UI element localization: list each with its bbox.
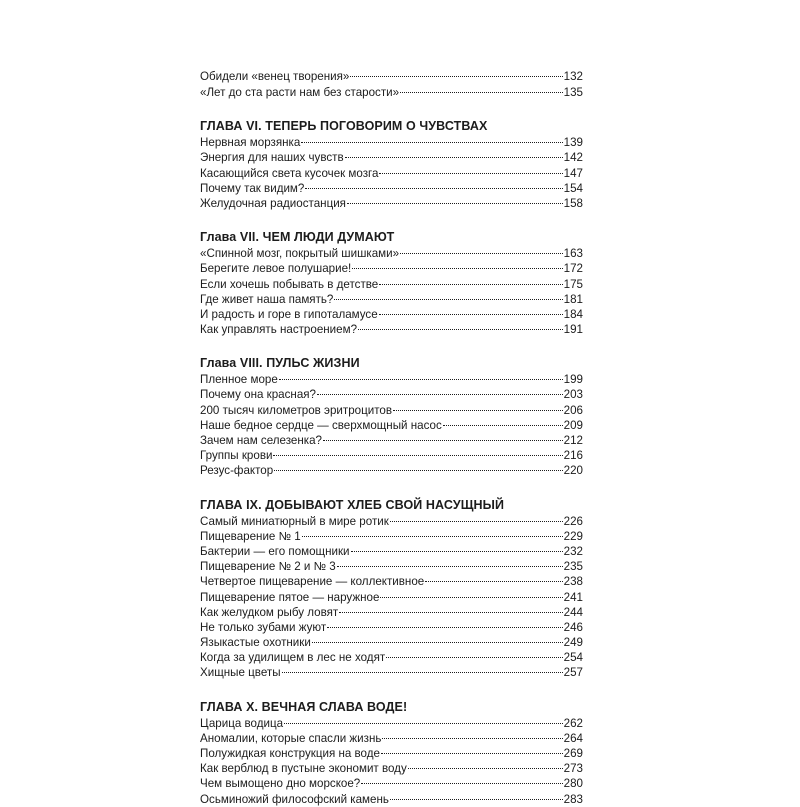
toc-section-chapter-9 bbox=[200, 497, 583, 681]
toc-entry-title: Пленное море bbox=[200, 373, 278, 387]
toc-entry bbox=[200, 196, 583, 211]
toc-entry-title: Аномалии, которые спасли жизнь bbox=[200, 731, 382, 745]
dot-leader bbox=[345, 157, 563, 158]
chapter-heading: Глава VIII. ПУЛЬС ЖИЗНИ bbox=[200, 356, 360, 371]
dot-leader bbox=[279, 379, 563, 380]
dot-leader bbox=[274, 470, 562, 471]
toc-entry bbox=[200, 277, 583, 292]
toc-entry bbox=[200, 292, 583, 307]
toc-entry-title: Хищные цветы bbox=[200, 666, 281, 680]
toc-entry-title: Берегите левое полушарие! bbox=[200, 262, 352, 276]
toc-section-chapter-10 bbox=[200, 699, 583, 807]
toc-entry-title: Когда за удилищем в лес не ходят bbox=[200, 651, 386, 665]
toc-entry-title: Полужидкая конструкция на воде bbox=[200, 747, 380, 760]
toc-entry-title: Нервная морзянка bbox=[200, 136, 301, 150]
toc-entry-page: 238 bbox=[563, 575, 583, 589]
toc-entry-title: Пищеварение пятое — наружное bbox=[200, 590, 380, 604]
toc-entry bbox=[200, 716, 583, 731]
toc-entry-title: «Лет до ста расти нам без старости» bbox=[200, 86, 400, 99]
dot-leader bbox=[339, 612, 562, 613]
toc-entry-title: Языкастые охотники bbox=[200, 636, 311, 650]
toc-entry bbox=[200, 514, 583, 529]
toc-entry bbox=[200, 403, 583, 418]
toc-entry-title: Бактерии — его помощники bbox=[200, 544, 350, 558]
dot-leader bbox=[337, 566, 563, 567]
toc-entry-page: 181 bbox=[563, 292, 583, 306]
toc-entry bbox=[200, 665, 583, 680]
dot-leader bbox=[334, 299, 562, 300]
dot-leader bbox=[379, 284, 562, 285]
toc-entry-page: 212 bbox=[563, 434, 583, 447]
toc-entry bbox=[200, 433, 583, 448]
dot-leader bbox=[302, 536, 563, 537]
toc-entry-title: Как управлять настроением? bbox=[200, 323, 358, 337]
toc-entry-page: 206 bbox=[563, 403, 583, 417]
toc-entry-title: И радость и горе в гипоталамусе bbox=[200, 307, 378, 321]
toc-entry-page: 209 bbox=[563, 418, 583, 432]
dot-leader bbox=[443, 425, 563, 426]
toc-entry-title: «Спинной мозг, покрытый шишками» bbox=[200, 247, 400, 261]
toc-entry bbox=[200, 448, 583, 463]
toc-entry bbox=[200, 463, 583, 478]
toc-entry bbox=[200, 166, 583, 181]
toc-entry-page: 249 bbox=[563, 636, 583, 650]
dot-leader bbox=[425, 581, 562, 582]
dot-leader bbox=[273, 455, 562, 456]
toc-entry-title: Резус-фактор bbox=[200, 464, 274, 478]
dot-leader bbox=[400, 253, 563, 254]
toc-entry-title: Касающийся света кусочек мозга bbox=[200, 166, 379, 180]
toc-entry bbox=[200, 181, 583, 196]
dot-leader bbox=[380, 597, 562, 598]
toc-entry-title: Почему так видим? bbox=[200, 181, 305, 195]
toc-entry bbox=[200, 650, 583, 665]
toc-entry-page: 246 bbox=[563, 620, 583, 634]
toc-entry-page: 142 bbox=[563, 151, 583, 165]
toc-entry bbox=[200, 387, 583, 402]
toc-entry-title: Пищеварение № 1 bbox=[200, 529, 301, 543]
toc-entry bbox=[200, 418, 583, 433]
toc-entry-title: Четвертое пищеварение — коллективное bbox=[200, 575, 425, 589]
dot-leader bbox=[323, 440, 563, 441]
table-of-contents bbox=[200, 68, 583, 807]
toc-section-chapter-6 bbox=[200, 118, 583, 211]
toc-entry bbox=[200, 261, 583, 276]
toc-entry bbox=[200, 590, 583, 605]
toc-entry-page: 154 bbox=[563, 181, 583, 195]
dot-leader bbox=[301, 142, 562, 143]
toc-entry bbox=[200, 605, 583, 620]
toc-entry-page: 220 bbox=[563, 464, 583, 478]
toc-entry bbox=[200, 68, 583, 85]
toc-entry-page: 132 bbox=[563, 70, 583, 83]
toc-entry-page: 147 bbox=[563, 166, 583, 180]
toc-entry-page: 229 bbox=[563, 529, 583, 543]
toc-entry bbox=[200, 559, 583, 574]
chapter-heading: ГЛАВА VI. ТЕПЕРЬ ПОГОВОРИМ О ЧУВСТВАХ bbox=[200, 119, 488, 134]
dot-leader bbox=[282, 672, 563, 673]
dot-leader bbox=[305, 188, 562, 189]
toc-entry bbox=[200, 776, 583, 791]
toc-entry-page: 203 bbox=[563, 388, 583, 402]
dot-leader bbox=[352, 268, 562, 269]
toc-entry-title: Осьминожий философский камень bbox=[200, 792, 389, 806]
toc-entry bbox=[200, 246, 583, 261]
toc-entry bbox=[200, 322, 583, 337]
dot-leader bbox=[312, 642, 563, 643]
chapter-heading: Глава VII. ЧЕМ ЛЮДИ ДУМАЮТ bbox=[200, 230, 395, 245]
dot-leader bbox=[390, 521, 563, 522]
dot-leader bbox=[390, 799, 563, 800]
dot-leader bbox=[379, 173, 562, 174]
toc-entry-title: Как желудком рыбу ловят bbox=[200, 605, 339, 619]
dot-leader bbox=[358, 329, 563, 330]
toc-entry bbox=[200, 574, 583, 589]
toc-entry bbox=[200, 544, 583, 559]
toc-entry-page: 139 bbox=[563, 136, 583, 150]
toc-entry-page: 241 bbox=[563, 590, 583, 604]
toc-entry-title: Чем вымощено дно морское? bbox=[200, 777, 361, 791]
toc-entry bbox=[200, 620, 583, 635]
toc-entry-title: Где живет наша память? bbox=[200, 292, 334, 306]
toc-entry-page: 216 bbox=[563, 449, 583, 463]
toc-entry-title: Обидели «венец творения» bbox=[200, 70, 350, 83]
toc-entry-page: 184 bbox=[563, 307, 583, 321]
dot-leader bbox=[351, 551, 563, 552]
toc-entry-page: 158 bbox=[563, 196, 583, 210]
toc-entry bbox=[200, 746, 583, 761]
toc-entry-title: Группы крови bbox=[200, 449, 273, 463]
toc-entry-page: 199 bbox=[563, 373, 583, 387]
toc-entry-title: 200 тысяч километров эритроцитов bbox=[200, 403, 393, 417]
toc-entry-title: Энергия для наших чувств bbox=[200, 151, 344, 165]
toc-entry bbox=[200, 135, 583, 150]
toc-entry bbox=[200, 150, 583, 165]
dot-leader bbox=[361, 783, 562, 784]
toc-entry-title: Если хочешь побывать в детстве bbox=[200, 277, 379, 291]
toc-entry bbox=[200, 307, 583, 322]
toc-entry-page: 262 bbox=[563, 716, 583, 730]
toc-entry-page: 280 bbox=[563, 777, 583, 791]
toc-section-chapter-7 bbox=[200, 229, 583, 337]
toc-entry-title: Наше бедное сердце — сверхмощный насос bbox=[200, 418, 442, 432]
toc-entry-page: 257 bbox=[563, 666, 583, 680]
dot-leader bbox=[347, 203, 563, 204]
toc-entry-page: 163 bbox=[563, 247, 583, 261]
dot-leader bbox=[408, 768, 563, 769]
toc-entry-page: 172 bbox=[563, 262, 583, 276]
toc-entry-title: Не только зубами жуют bbox=[200, 620, 327, 634]
toc-entry bbox=[200, 792, 583, 807]
toc-entry-page: 191 bbox=[563, 323, 583, 337]
toc-entry-page: 232 bbox=[563, 544, 583, 558]
toc-entry bbox=[200, 372, 583, 387]
chapter-heading: ГЛАВА X. ВЕЧНАЯ СЛАВА ВОДЕ! bbox=[200, 699, 408, 714]
toc-entry-page: 235 bbox=[563, 560, 583, 574]
toc-entry bbox=[200, 85, 583, 100]
toc-entry-page: 273 bbox=[563, 762, 583, 776]
toc-entry-page: 264 bbox=[563, 731, 583, 745]
dot-leader bbox=[381, 753, 563, 754]
dot-leader bbox=[386, 657, 562, 658]
dot-leader bbox=[317, 394, 563, 395]
toc-entry-title: Царица водица bbox=[200, 716, 284, 730]
toc-entry-title: Желудочная радиостанция bbox=[200, 196, 346, 210]
chapter-heading: ГЛАВА IX. ДОБЫВАЮТ ХЛЕБ СВОЙ НАСУЩНЫЙ bbox=[200, 497, 505, 512]
dot-leader bbox=[350, 76, 562, 77]
toc-section-chapter-8 bbox=[200, 355, 583, 478]
toc-entry bbox=[200, 761, 583, 776]
dot-leader bbox=[393, 410, 563, 411]
toc-entry-page: 244 bbox=[563, 605, 583, 619]
toc-entry-page: 135 bbox=[563, 86, 583, 99]
toc-entry-page: 269 bbox=[563, 747, 583, 760]
toc-entry-page: 226 bbox=[563, 514, 583, 528]
toc-entry-title: Зачем нам селезенка? bbox=[200, 434, 322, 447]
toc-entry-title: Пищеварение № 2 и № 3 bbox=[200, 560, 336, 574]
toc-entry-page: 283 bbox=[563, 792, 583, 806]
toc-entry bbox=[200, 731, 583, 746]
toc-entry bbox=[200, 635, 583, 650]
toc-section-continuation bbox=[200, 68, 583, 100]
dot-leader bbox=[284, 723, 563, 724]
dot-leader bbox=[327, 627, 563, 628]
dot-leader bbox=[379, 314, 563, 315]
toc-entry-page: 175 bbox=[563, 277, 583, 291]
toc-entry-title: Почему она красная? bbox=[200, 388, 316, 402]
toc-entry bbox=[200, 529, 583, 544]
toc-entry-title: Как верблюд в пустыне экономит воду bbox=[200, 762, 407, 776]
toc-entry-title: Самый миниатюрный в мире ротик bbox=[200, 514, 389, 528]
dot-leader bbox=[382, 738, 562, 739]
dot-leader bbox=[400, 92, 563, 93]
toc-entry-page: 254 bbox=[563, 651, 583, 665]
